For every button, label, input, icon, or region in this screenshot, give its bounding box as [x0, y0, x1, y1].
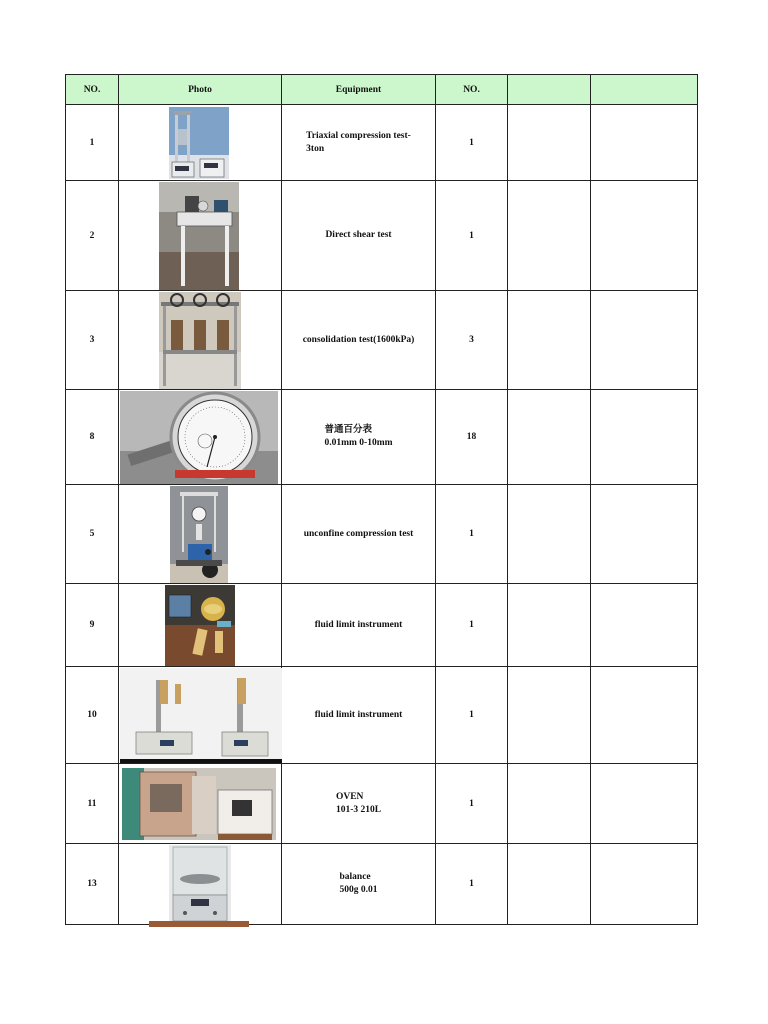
quantity-cell: 1: [436, 105, 508, 181]
table-row: [66, 105, 698, 181]
empty-cell: [508, 485, 591, 584]
equipment-name: fluid limit instrument: [314, 709, 403, 720]
equipment-cell: [282, 844, 436, 925]
equipment-cell: [282, 584, 436, 667]
row-number: 9: [66, 584, 119, 667]
equipment-cell: [282, 291, 436, 390]
quantity-cell: 1: [436, 181, 508, 291]
table-row: [66, 181, 698, 291]
photo-cell: [119, 485, 282, 584]
equipment-cell: [282, 181, 436, 291]
casagrande-liquid-limit-device-icon: [165, 585, 235, 666]
table-row: [66, 667, 698, 764]
equipment-name: balance 500g 0.01: [339, 872, 378, 895]
empty-cell: [591, 584, 698, 667]
header-quantity: NO.: [436, 75, 508, 105]
equipment-cell: [282, 485, 436, 584]
equipment-name: 普通百分表 0.01mm 0-10mm: [324, 425, 393, 448]
photo-cell: [119, 105, 282, 181]
empty-cell: [591, 390, 698, 485]
empty-cell: [508, 181, 591, 291]
row-number: 8: [66, 390, 119, 485]
header-blank-1: [508, 75, 591, 105]
equipment-cell: [282, 105, 436, 181]
row-number: 10: [66, 667, 119, 764]
empty-cell: [508, 844, 591, 925]
header-equipment: Equipment: [282, 75, 436, 105]
empty-cell: [591, 667, 698, 764]
equipment-cell: [282, 764, 436, 844]
row-number: 5: [66, 485, 119, 584]
equipment-name: Triaxial compression test- 3ton: [306, 130, 411, 154]
drying-oven-icon: [122, 768, 276, 840]
equipment-name: consolidation test(1600kPa): [302, 334, 415, 345]
empty-cell: [508, 584, 591, 667]
header-no: NO.: [66, 75, 119, 105]
header-blank-2: [591, 75, 698, 105]
table-header-row: [66, 75, 698, 105]
triaxial-compression-machine-icon: [169, 107, 229, 179]
empty-cell: [591, 844, 698, 925]
photo-cell: [119, 390, 282, 485]
table-row: [66, 390, 698, 485]
row-number: 3: [66, 291, 119, 390]
equipment-name: Direct shear test: [325, 230, 392, 240]
electronic-balance-icon: [169, 845, 231, 924]
row-number: 1: [66, 105, 119, 181]
row-number: 11: [66, 764, 119, 844]
photo-cell: [119, 667, 282, 764]
table-row: [66, 844, 698, 925]
empty-cell: [591, 105, 698, 181]
empty-cell: [508, 291, 591, 390]
photo-cell: [119, 764, 282, 844]
empty-cell: [508, 764, 591, 844]
table-row: [66, 291, 698, 390]
quantity-cell: 1: [436, 844, 508, 925]
row-number: 2: [66, 181, 119, 291]
empty-cell: [591, 291, 698, 390]
table-row: [66, 764, 698, 844]
row-number: 13: [66, 844, 119, 925]
equipment-cell: [282, 667, 436, 764]
quantity-cell: 1: [436, 667, 508, 764]
quantity-cell: 1: [436, 584, 508, 667]
photo-cell: [119, 844, 282, 925]
empty-cell: [508, 667, 591, 764]
equipment-table: [65, 74, 698, 925]
cone-penetrometer-icon: [120, 668, 282, 763]
header-photo: Photo: [119, 75, 282, 105]
equipment-cell: [282, 390, 436, 485]
empty-cell: [508, 105, 591, 181]
empty-cell: [591, 485, 698, 584]
empty-cell: [591, 181, 698, 291]
table-row: [66, 584, 698, 667]
table-row: [66, 485, 698, 584]
photo-cell: [119, 181, 282, 291]
quantity-cell: 1: [436, 485, 508, 584]
equipment-name: fluid limit instrument: [314, 619, 403, 630]
equipment-name: unconfine compression test: [303, 528, 414, 539]
empty-cell: [508, 390, 591, 485]
quantity-cell: 3: [436, 291, 508, 390]
empty-cell: [591, 764, 698, 844]
equipment-name: OVEN 101-3 210L: [335, 791, 382, 815]
unconfined-compression-apparatus-icon: [170, 486, 228, 583]
direct-shear-apparatus-icon: [159, 182, 239, 290]
next-photo-edge: [149, 921, 249, 927]
quantity-cell: 1: [436, 764, 508, 844]
dial-gauge-icon: [120, 391, 278, 484]
consolidation-apparatus-icon: [159, 292, 241, 389]
photo-cell: [119, 584, 282, 667]
quantity-cell: 18: [436, 390, 508, 485]
photo-cell: [119, 291, 282, 390]
